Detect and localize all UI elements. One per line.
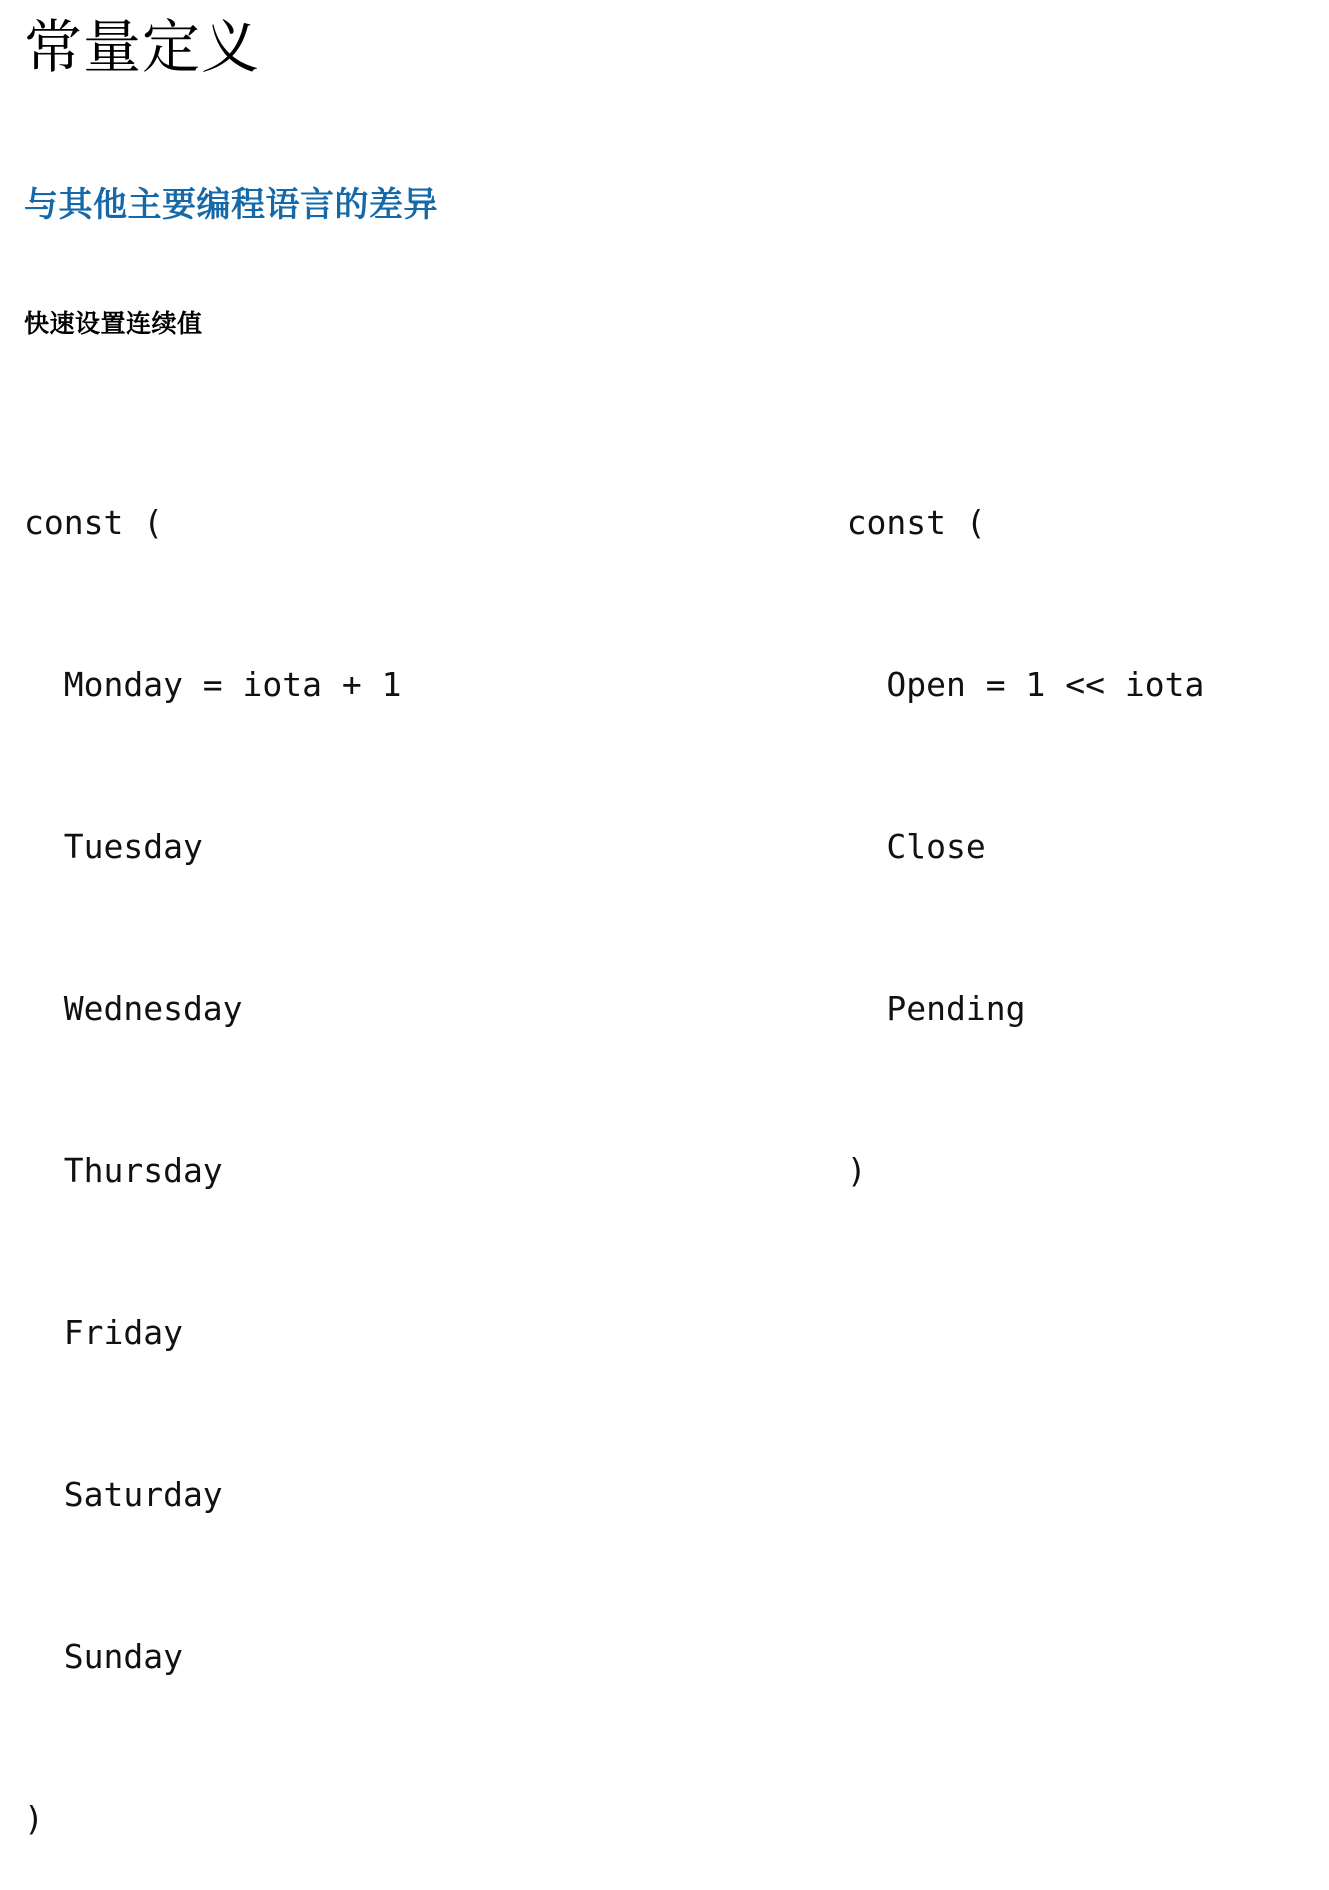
code-line: const (	[846, 502, 986, 542]
code-line: Sunday	[24, 1636, 183, 1676]
code-area	[22, 388, 1307, 1890]
code-block-days	[24, 388, 847, 1890]
page-title: 常量定义	[24, 13, 261, 81]
code-line: Wednesday	[24, 988, 243, 1028]
code-line: const (	[24, 502, 164, 542]
section-heading: 与其他主要编程语言的差异	[24, 184, 438, 225]
code-line: Saturday	[24, 1474, 223, 1514]
code-line: )	[24, 1798, 44, 1838]
code-line: Tuesday	[24, 826, 203, 866]
code-line: Pending	[846, 988, 1026, 1028]
code-line: Monday = iota + 1	[24, 664, 402, 704]
sub-heading: 快速设置连续值	[24, 308, 203, 338]
code-line: Thursday	[24, 1150, 223, 1190]
code-line: )	[846, 1150, 867, 1190]
code-line: Friday	[24, 1312, 183, 1352]
code-line: Open = 1 << iota	[846, 664, 1205, 704]
code-block-flags	[847, 388, 1307, 1890]
code-line: Close	[846, 826, 986, 866]
